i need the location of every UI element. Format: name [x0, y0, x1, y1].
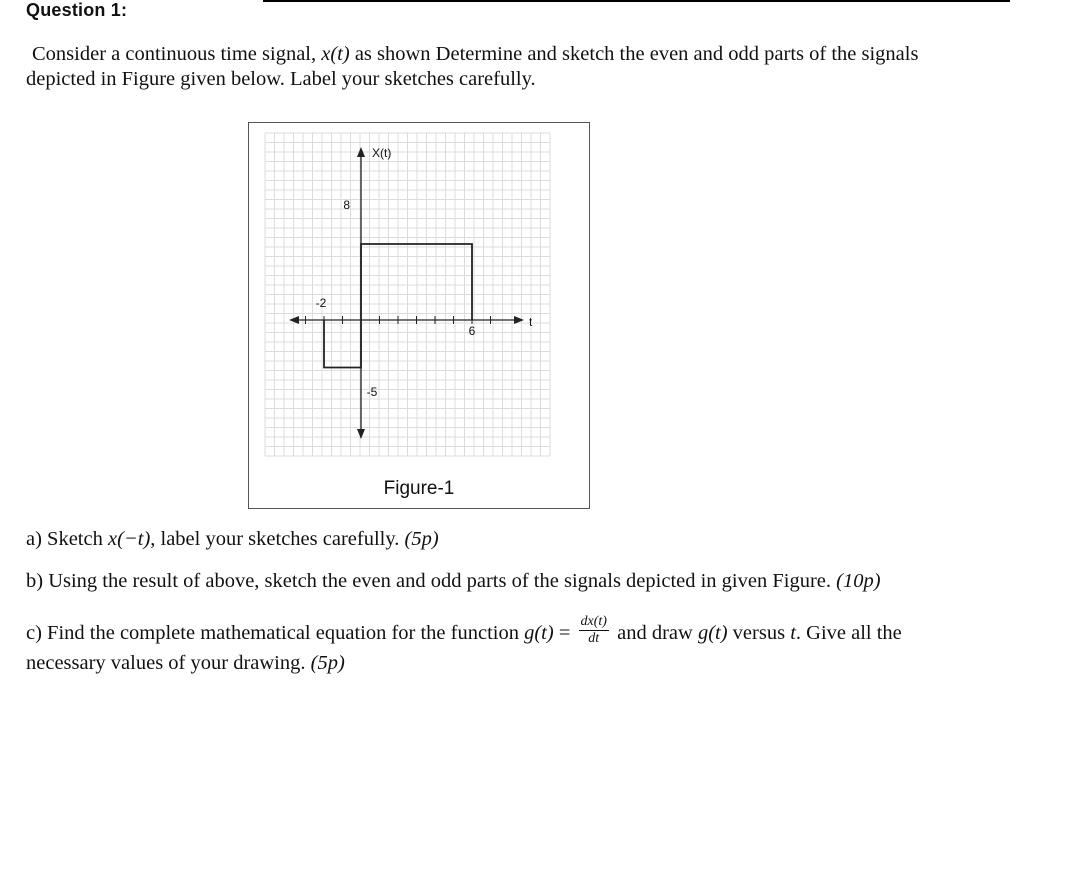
intro-line-1-suffix: as shown Determine and sketch the even and odd parts of the signals: [349, 43, 919, 65]
tick-label-minus-5: -5: [366, 385, 378, 399]
question-c-prefix: c) Find the complete mathematical equation for the function: [26, 622, 525, 645]
question-c-line2-text: necessary values of your drawing.: [26, 652, 311, 674]
question-intro: [26, 42, 1026, 92]
question-a: [26, 527, 439, 552]
intro-line-1: [26, 42, 1026, 67]
question-c-suffix: . Give all the: [795, 622, 902, 645]
question-a-suffix: , label your sketches carefully.: [150, 528, 405, 550]
derivative-fraction: [579, 614, 609, 647]
intro-line-1-prefix: Consider a continuous time signal,: [32, 43, 322, 65]
question-c-versus: versus: [727, 622, 791, 645]
question-c-t-math: t: [790, 622, 796, 645]
question-c-points: (5p): [310, 652, 345, 674]
question-a-points: (5p): [404, 528, 439, 550]
question-c-g-math: g(t): [524, 622, 554, 645]
question-c-middle: and draw: [611, 622, 698, 645]
fraction-numerator: dx(t): [580, 614, 607, 629]
top-rule: [263, 0, 1010, 2]
question-c-g2-math: g(t): [697, 622, 728, 645]
question-b-points: (10p): [836, 570, 881, 592]
question-c-equals: =: [553, 622, 576, 645]
tick-label-minus-2: -2: [315, 296, 327, 310]
y-axis-label: X(t): [372, 146, 392, 160]
signal-plot: [249, 123, 589, 508]
intro-signal-math: x(t): [321, 43, 350, 65]
intro-line-2: depicted in Figure given below. Label your sketches carefully.: [26, 68, 536, 90]
question-heading: Question 1:: [26, 0, 128, 20]
question-c: [26, 614, 902, 651]
tick-label-8: 8: [343, 198, 350, 212]
figure-caption: Figure-1: [383, 478, 455, 499]
figure-1: [248, 122, 590, 509]
question-a-math: x(−t): [107, 528, 151, 550]
question-b: [26, 569, 881, 594]
fraction-denominator: dt: [588, 631, 600, 646]
question-a-prefix: a) Sketch: [26, 528, 108, 550]
question-b-text: b) Using the result of above, sketch the even and odd parts of the signals depicted in given Figure.: [26, 570, 837, 592]
question-c-line-2: [26, 651, 345, 676]
t-axis-label: t: [529, 315, 533, 329]
tick-label-6: 6: [468, 324, 476, 338]
